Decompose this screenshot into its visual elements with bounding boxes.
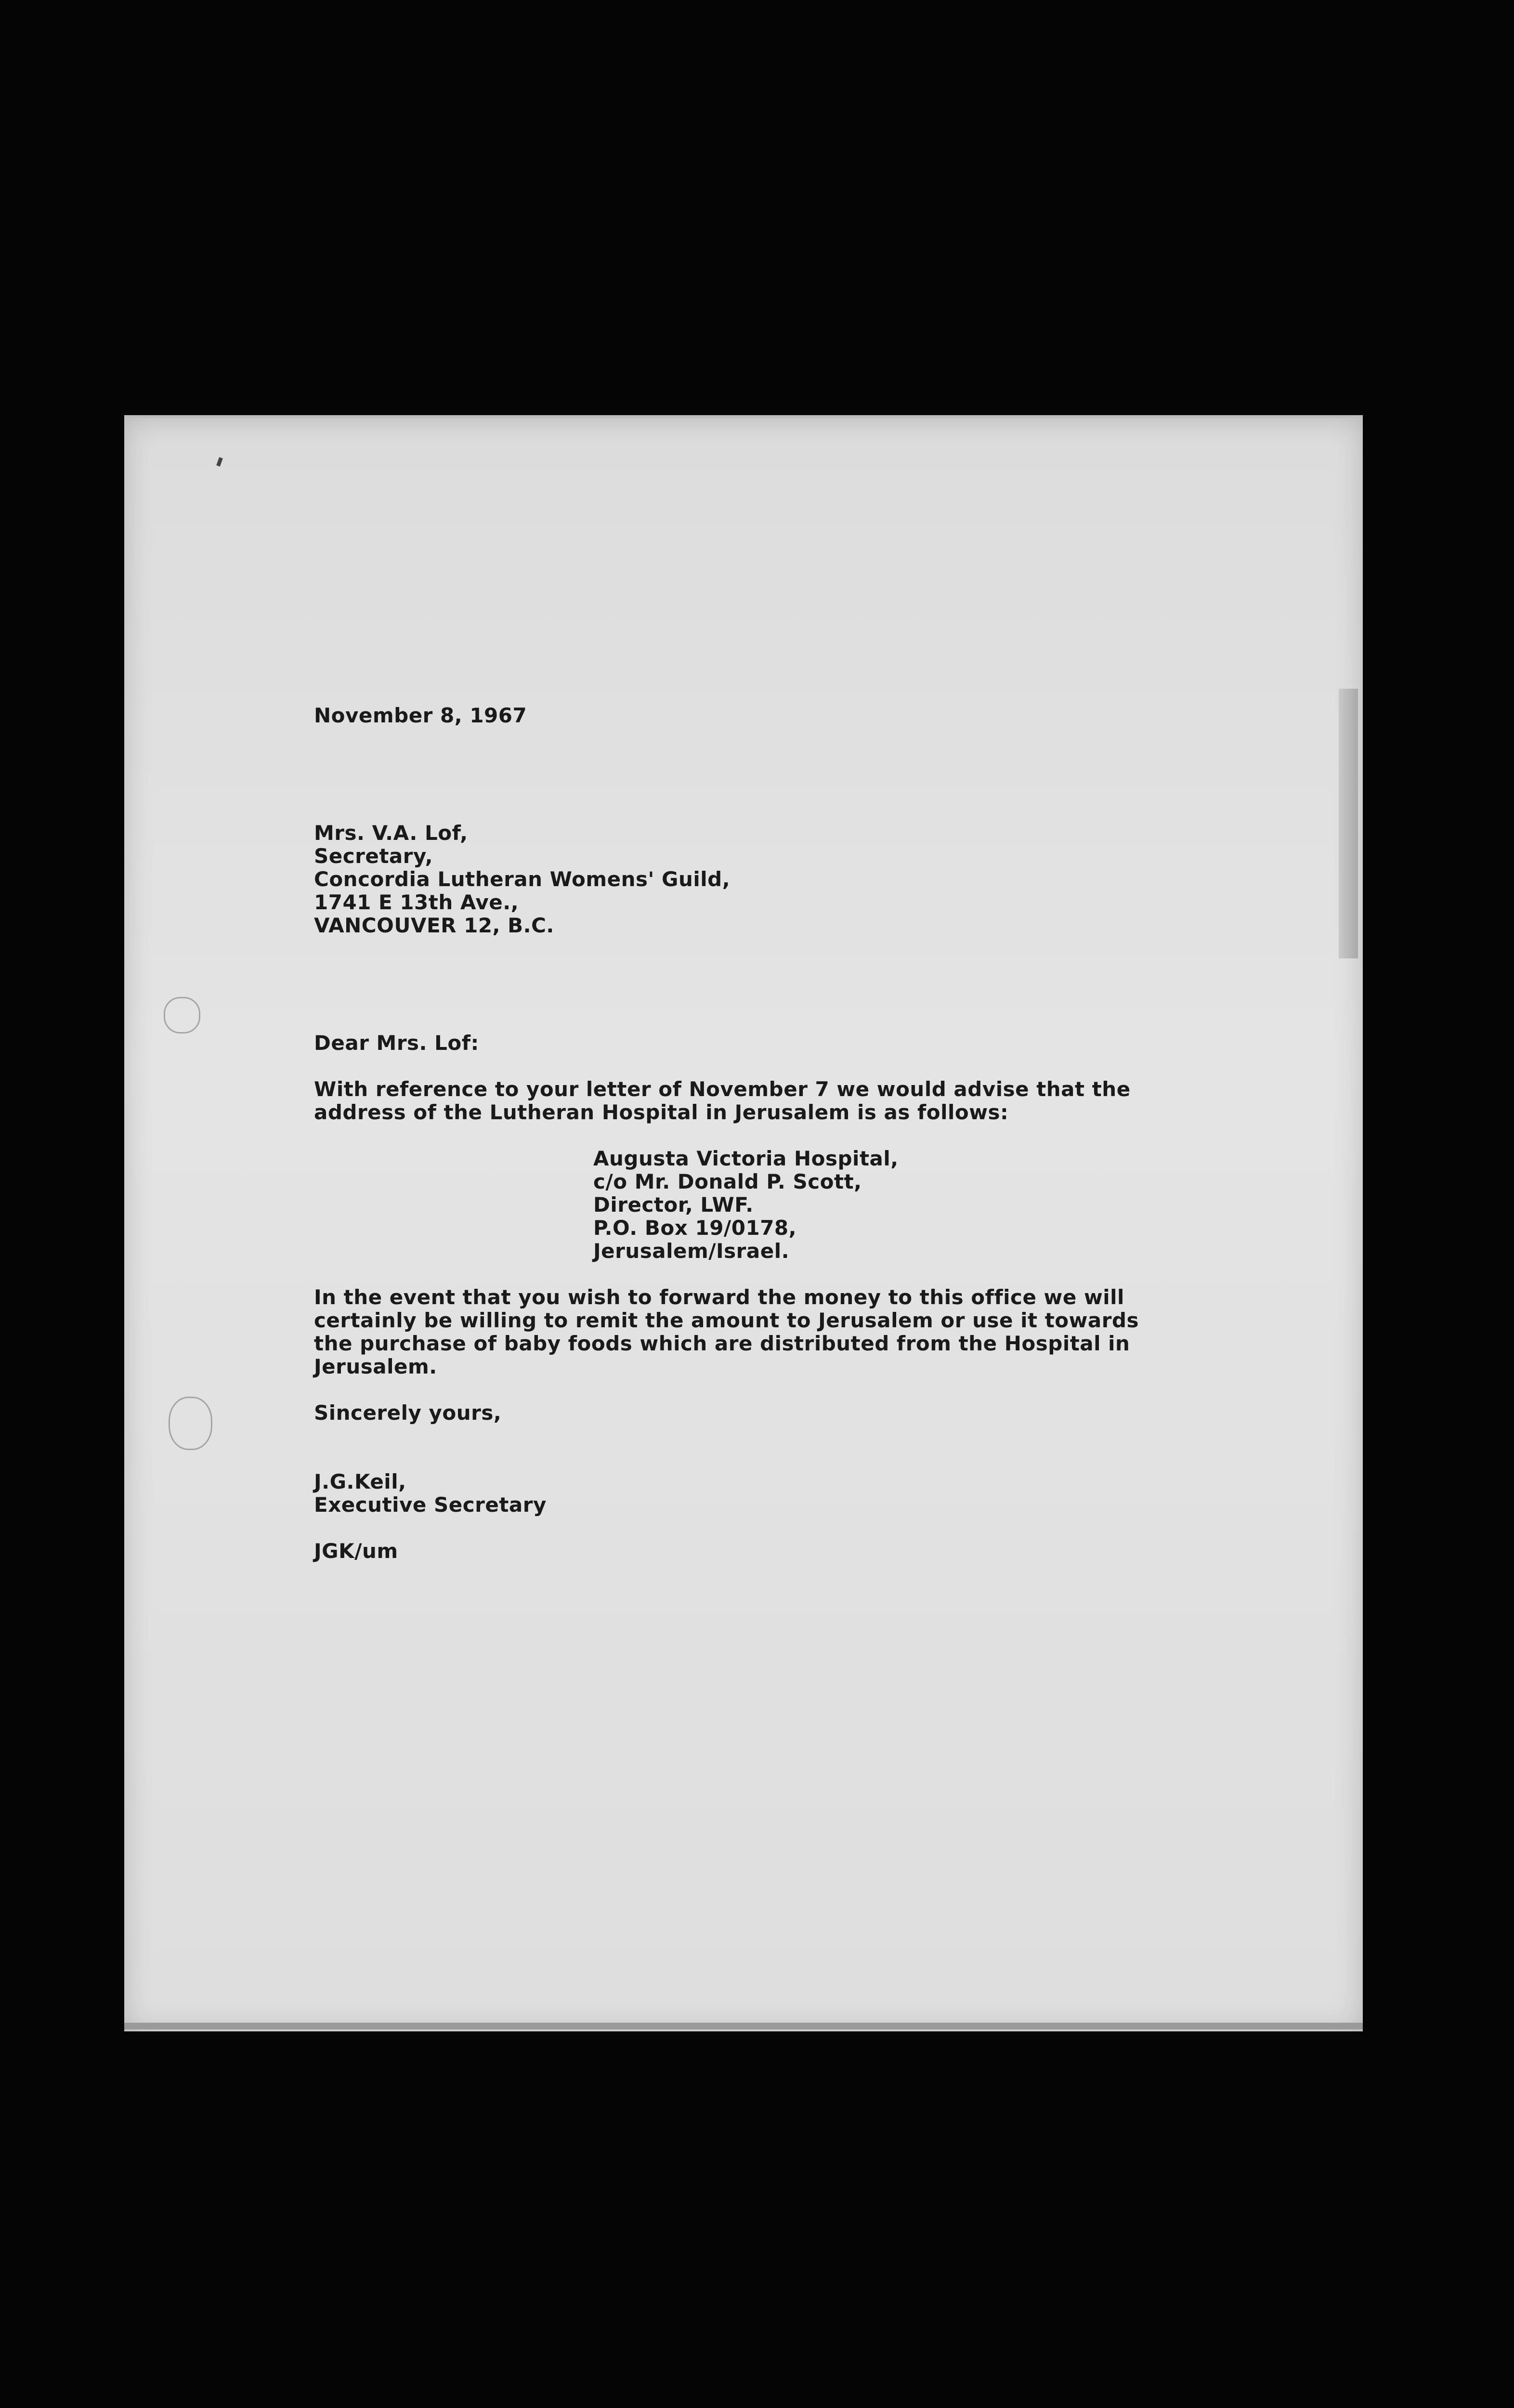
letter-body bbox=[314, 704, 1277, 1563]
signer-title: Executive Secretary bbox=[314, 1493, 547, 1517]
address-line: c/o Mr. Donald P. Scott, bbox=[593, 1170, 862, 1193]
address-line: Director, LWF. bbox=[593, 1193, 754, 1217]
paragraph-2 bbox=[314, 1286, 1277, 1378]
address-line: Augusta Victoria Hospital, bbox=[593, 1147, 899, 1170]
letter-date: November 8, 1967 bbox=[314, 704, 527, 727]
paragraph-line: certainly be willing to remit the amount to Jerusalem or use it towards bbox=[314, 1309, 1139, 1332]
recipient-street: 1741 E 13th Ave., bbox=[314, 890, 519, 914]
paragraph-line: address of the Lutheran Hospital in Jerusalem is as follows: bbox=[314, 1100, 1009, 1124]
recipient-title: Secretary, bbox=[314, 844, 433, 868]
sheet-bottom-edge bbox=[124, 2023, 1363, 2029]
paper-stain bbox=[164, 997, 200, 1034]
paragraph-line: Jerusalem. bbox=[314, 1355, 437, 1378]
address-line: P.O. Box 19/0178, bbox=[593, 1216, 797, 1240]
recipient-organization: Concordia Lutheran Womens' Guild, bbox=[314, 867, 731, 891]
paragraph-line: In the event that you wish to forward the money to this office we will bbox=[314, 1285, 1124, 1309]
reference-initials: JGK/um bbox=[314, 1539, 398, 1563]
signer-name: J.G.Keil, bbox=[314, 1470, 406, 1493]
closing: Sincerely yours, bbox=[314, 1401, 502, 1425]
paper-stain bbox=[169, 1397, 212, 1450]
recipient-city: VANCOUVER 12, B.C. bbox=[314, 914, 554, 937]
recipient-name: Mrs. V.A. Lof, bbox=[314, 821, 468, 845]
address-line: Jerusalem/Israel. bbox=[593, 1239, 790, 1263]
paragraph-1 bbox=[314, 1078, 1277, 1124]
recipient-address bbox=[314, 822, 1277, 937]
salutation: Dear Mrs. Lof: bbox=[314, 1031, 479, 1055]
hospital-address bbox=[593, 1147, 1277, 1263]
paragraph-line: the purchase of baby foods which are distributed from the Hospital in bbox=[314, 1332, 1130, 1355]
paragraph-line: With reference to your letter of November 7 we would advise that the bbox=[314, 1077, 1131, 1101]
sheet-edge-shadow bbox=[1339, 689, 1358, 958]
